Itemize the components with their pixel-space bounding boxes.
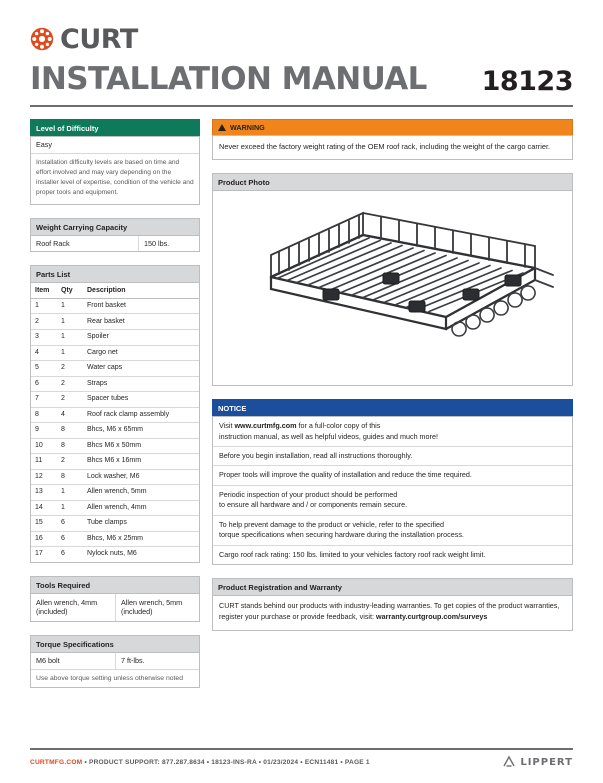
column-header-description: Description: [87, 286, 126, 294]
tools-required-heading: Tools Required: [30, 576, 200, 593]
header-divider: [30, 105, 573, 107]
tools-required-panel: [30, 576, 200, 622]
torque-value: 7 ft-lbs.: [121, 655, 145, 665]
part-desc: Straps: [87, 379, 108, 387]
part-qty: 2: [61, 379, 65, 387]
torque-table: [30, 652, 200, 688]
difficulty-note: Installation difficulty levels are based on time and effort involved and may vary depending on the installer level of expertise, condition of the vehicle and proper tools and equipment.: [36, 159, 194, 197]
part-item: 11: [35, 457, 43, 465]
notice-list: [212, 416, 573, 565]
registration-text: CURT stands behind our products with industry-leading warranties. To get copies of the product warranties, register your purchase or provide feedback, visit: warranty.curtgroup.com/surveys: [212, 595, 573, 631]
list-item: Cargo roof rack rating: 150 lbs. limited to your vehicles factory roof rack weight limit.: [219, 549, 486, 559]
right-column: [212, 119, 573, 701]
table-row: [31, 454, 199, 470]
product-photo-heading: Product Photo: [212, 173, 573, 190]
table-row: [31, 594, 199, 621]
part-item: 4: [35, 348, 39, 356]
part-desc: Nylock nuts, M6: [87, 550, 137, 558]
warning-heading: WARNING: [230, 123, 265, 132]
torque-panel: [30, 635, 200, 688]
part-item: 15: [35, 519, 43, 527]
part-qty: 1: [61, 503, 65, 511]
warranty-link[interactable]: warranty.curtgroup.com/surveys: [376, 611, 488, 621]
model-number: 18123: [481, 66, 573, 97]
table-row: [31, 470, 199, 486]
part-desc: Lock washer, M6: [87, 472, 140, 480]
footer-divider: [30, 748, 573, 750]
part-item: 6: [35, 379, 39, 387]
difficulty-value: Easy: [31, 137, 199, 154]
warning-triangle-icon: [218, 124, 226, 131]
lippert-logo: [502, 755, 573, 769]
difficulty-heading: Level of Difficulty: [30, 119, 200, 136]
part-item: 14: [35, 503, 43, 511]
part-item: 17: [35, 550, 43, 558]
weight-capacity-label: Roof Rack: [31, 236, 139, 251]
tool-left: Allen wrench, 4mm (included): [31, 594, 116, 621]
curt-logo-icon: [30, 27, 54, 51]
part-item: 9: [35, 426, 39, 434]
tool-right: Allen wrench, 5mm (included): [121, 597, 183, 617]
table-row: [31, 377, 199, 393]
warning-heading-bar: [212, 119, 573, 135]
part-qty: 2: [61, 457, 65, 465]
table-row: [31, 392, 199, 408]
part-desc: Bhcs M6 x 50mm: [87, 441, 142, 449]
table-row: [31, 501, 199, 517]
registration-panel: [212, 578, 573, 631]
part-qty: 1: [61, 302, 65, 310]
parts-list-table: [30, 282, 200, 562]
brand-header: [30, 22, 573, 56]
table-row: [31, 516, 199, 532]
part-qty: 8: [61, 472, 65, 480]
table-row: [31, 330, 199, 346]
part-qty: 2: [61, 364, 65, 372]
difficulty-panel: [30, 119, 200, 205]
part-desc: Rear basket: [87, 317, 125, 325]
weight-capacity-heading: Weight Carrying Capacity: [30, 218, 200, 235]
table-row: [31, 653, 199, 669]
part-qty: 1: [61, 348, 65, 356]
column-header-qty: Qty: [61, 286, 73, 294]
part-desc: Roof rack clamp assembly: [87, 410, 170, 418]
part-desc: Water caps: [87, 364, 123, 372]
table-row: [31, 361, 199, 377]
part-item: 1: [35, 302, 39, 310]
registration-heading: Product Registration and Warranty: [212, 578, 573, 595]
left-column: [30, 119, 200, 701]
part-qty: 1: [61, 333, 65, 341]
torque-note: Use above torque setting unless otherwise noted: [36, 674, 183, 682]
list-item: Before you begin installation, read all instructions thoroughly.: [213, 447, 572, 466]
lippert-wordmark: LIPPERT: [520, 756, 573, 768]
list-item: Visit www.curtmfg.com for a full-color copy of this instruction manual, as well as helpful videos, guides and much more!: [213, 417, 572, 447]
part-qty: 6: [61, 550, 65, 558]
tools-required-table: [30, 593, 200, 622]
parts-list-heading: Parts List: [30, 265, 200, 282]
roof-rack-illustration: [213, 191, 573, 385]
parts-list-panel: [30, 265, 200, 562]
part-item: 10: [35, 441, 43, 449]
part-item: 3: [35, 333, 39, 341]
part-desc: Allen wrench, 4mm: [87, 503, 147, 511]
part-qty: 8: [61, 441, 65, 449]
part-desc: Front basket: [87, 302, 126, 310]
part-item: 2: [35, 317, 39, 325]
part-desc: Spacer tubes: [87, 395, 129, 403]
table-row: [31, 236, 199, 251]
part-item: 8: [35, 410, 39, 418]
part-desc: Bhcs M6 x 16mm: [87, 457, 142, 465]
footer-text: [30, 759, 370, 766]
warning-text: Never exceed the factory weight rating of the OEM roof rack, including the weight of the cargo carrier.: [212, 135, 573, 160]
warning-panel: [212, 119, 573, 160]
title-row: [30, 61, 573, 103]
part-qty: 1: [61, 317, 65, 325]
weight-capacity-value: 150 lbs.: [144, 238, 170, 248]
footer-site[interactable]: CURTMFG.COM: [30, 758, 83, 766]
part-item: 16: [35, 534, 43, 542]
column-header-item: Item: [35, 286, 50, 294]
weight-capacity-table: [30, 235, 200, 252]
table-row: [31, 485, 199, 501]
table-row: [31, 423, 199, 439]
table-row: [31, 670, 199, 688]
part-item: 13: [35, 488, 43, 496]
part-desc: Allen wrench, 5mm: [87, 488, 147, 496]
difficulty-body: [30, 136, 200, 205]
parts-list-header-row: [31, 283, 199, 299]
product-photo-image: [212, 190, 573, 386]
page-footer: [30, 748, 573, 769]
part-desc: Tube clamps: [87, 519, 127, 527]
list-item: Periodic inspection of your product should be performed to ensure all hardware and / or components remain secure.: [213, 486, 572, 516]
part-qty: 4: [61, 410, 65, 418]
part-item: 5: [35, 364, 39, 372]
part-qty: 1: [61, 488, 65, 496]
brand-name: CURT: [60, 23, 138, 55]
torque-label: M6 bolt: [31, 653, 116, 668]
part-desc: Bhcs, M6 x 65mm: [87, 426, 144, 434]
part-item: 12: [35, 472, 43, 480]
table-row: [31, 346, 199, 362]
product-photo-panel: [212, 173, 573, 386]
part-qty: 6: [61, 534, 65, 542]
part-desc: Spoiler: [87, 333, 109, 341]
table-row: [31, 408, 199, 424]
table-row: [31, 439, 199, 455]
page-title: INSTALLATION MANUAL: [30, 61, 427, 97]
table-row: [31, 532, 199, 548]
table-row: [31, 314, 199, 330]
part-item: 7: [35, 395, 39, 403]
list-item: Proper tools will improve the quality of installation and reduce the time required.: [213, 466, 572, 485]
list-item: To help prevent damage to the product or vehicle, refer to the specified torque specifications when securing hardware during the installation process.: [213, 516, 572, 546]
table-row: [31, 547, 199, 562]
footer-inner: [30, 755, 573, 769]
footer-details: • PRODUCT SUPPORT: 877.287.8634 • 18123-INS-RA • 01/23/2024 • ECN11481 • PAGE 1: [84, 758, 370, 766]
content-columns: [30, 119, 573, 701]
table-row: [31, 299, 199, 315]
notice-panel: [212, 399, 573, 565]
part-qty: 6: [61, 519, 65, 527]
lippert-mark-icon: [502, 755, 516, 769]
notice-heading: NOTICE: [212, 399, 573, 416]
weight-capacity-panel: [30, 218, 200, 252]
part-desc: Cargo net: [87, 348, 118, 356]
part-desc: Bhcs, M6 x 25mm: [87, 534, 144, 542]
part-qty: 8: [61, 426, 65, 434]
torque-heading: Torque Specifications: [30, 635, 200, 652]
part-qty: 2: [61, 395, 65, 403]
